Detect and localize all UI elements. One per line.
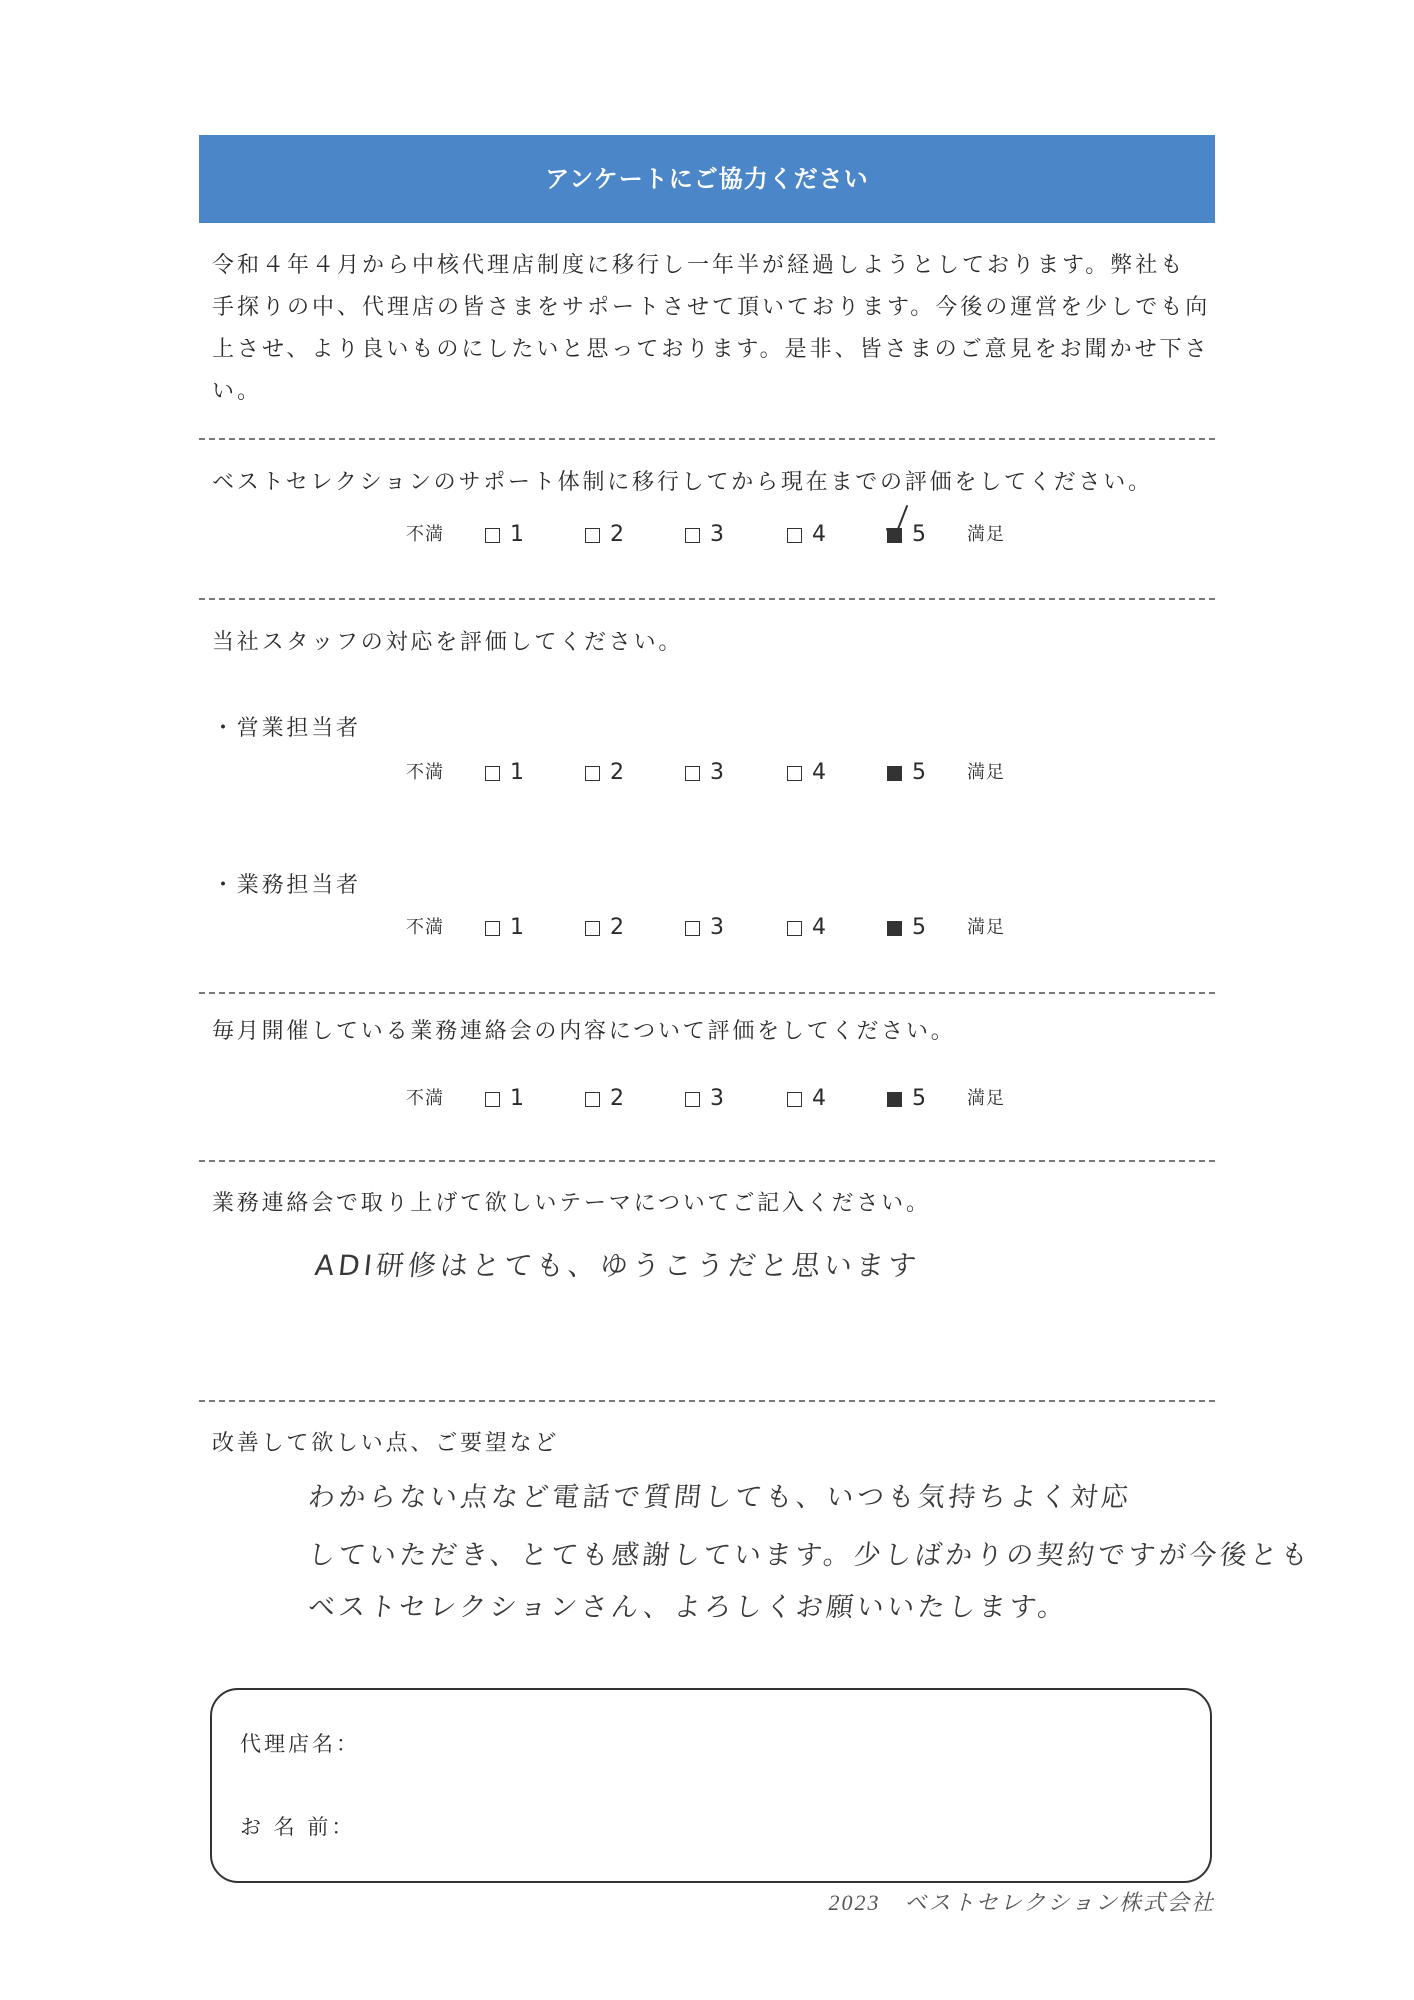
rating-option-4[interactable] [787,520,826,550]
rating-option-2[interactable] [585,520,624,550]
question-4-handwritten-answer[interactable]: ADI研修はとても、ゆうこうだと思います [313,1249,922,1282]
rating-option-2[interactable] [585,1084,624,1114]
checkbox[interactable] [685,528,700,543]
checkbox[interactable] [787,921,802,936]
rating-option-5[interactable] [887,1084,926,1114]
checkbox[interactable] [585,528,600,543]
rating-option-5[interactable] [887,758,926,788]
option-number: 2 [610,760,624,785]
checkbox[interactable] [485,921,500,936]
scale-low-label: 不満 [406,917,444,938]
question-3-rating [0,1084,1414,1114]
rating-option-4[interactable] [787,1084,826,1114]
option-number: 4 [812,1086,826,1111]
scale-high-label: 満足 [967,762,1005,783]
intro-line: 上させ、より良いものにしたいと思っております。是非、皆さまのご意見をお聞かせ下さ [212,337,1210,362]
option-number: 1 [510,760,524,785]
footer-copyright: 2023 ベストセレクション株式会社 [828,1890,1215,1915]
question-5-handwritten-line[interactable]: していただき、とても感謝しています。少しばかりの契約ですが今後とも [306,1540,1313,1571]
option-number: 3 [710,760,724,785]
question-5-handwritten-line[interactable]: わからない点など電話で質問しても、いつも気持ちよく対応 [306,1482,1134,1513]
operations-staff-rating [0,913,1414,943]
contact-info-box [210,1688,1212,1883]
option-number: 5 [912,915,926,940]
option-number: 3 [710,522,724,547]
check-mark-icon [884,505,912,547]
checkbox[interactable] [485,766,500,781]
checkbox[interactable] [585,921,600,936]
rating-option-1[interactable] [485,520,524,550]
checkbox[interactable] [685,766,700,781]
section-divider [199,1400,1215,1402]
rating-option-1[interactable] [485,758,524,788]
section-divider [199,992,1215,994]
checkbox[interactable] [485,1092,500,1107]
rating-option-3[interactable] [685,758,724,788]
checkbox[interactable] [787,528,802,543]
option-number: 5 [912,1086,926,1111]
option-number: 1 [510,522,524,547]
scale-high-label: 満足 [967,917,1005,938]
survey-title: アンケートにご協力ください [199,135,1215,223]
operations-staff-label: ・業務担当者 [212,873,361,898]
rating-option-5[interactable] [887,520,926,550]
question-1-text: ベストセレクションのサポート体制に移行してから現在までの評価をしてください。 [212,470,1153,495]
rating-option-1[interactable] [485,1084,524,1114]
sales-staff-label: ・営業担当者 [212,716,361,741]
option-number: 3 [710,915,724,940]
rating-option-1[interactable] [485,913,524,943]
checkbox[interactable] [787,766,802,781]
rating-option-4[interactable] [787,758,826,788]
option-number: 4 [812,760,826,785]
option-number: 4 [812,522,826,547]
section-divider [199,438,1215,440]
checkbox[interactable] [685,1092,700,1107]
sales-staff-rating [0,758,1414,788]
scale-low-label: 不満 [406,1088,444,1109]
scale-low-label: 不満 [406,762,444,783]
option-number: 4 [812,915,826,940]
rating-option-3[interactable] [685,913,724,943]
checkbox[interactable] [685,921,700,936]
checkbox-checked[interactable] [887,921,902,936]
section-divider [199,598,1215,600]
intro-line: 令和４年４月から中核代理店制度に移行し一年半が経過しようとしております。弊社も [212,253,1186,278]
scale-high-label: 満足 [967,1088,1005,1109]
option-number: 1 [510,915,524,940]
checkbox[interactable] [787,1092,802,1107]
option-number: 2 [610,915,624,940]
question-2-text: 当社スタッフの対応を評価してください。 [212,630,684,655]
rating-option-3[interactable] [685,520,724,550]
section-divider [199,1160,1215,1162]
question-4-text: 業務連絡会で取り上げて欲しいテーマについてご記入ください。 [212,1191,931,1216]
question-3-text: 毎月開催している業務連絡会の内容について評価をしてください。 [212,1019,956,1044]
option-number: 3 [710,1086,724,1111]
intro-paragraph [212,245,1210,413]
option-number: 5 [912,522,926,547]
checkbox-checked[interactable] [887,766,902,781]
scale-high-label: 満足 [967,524,1005,545]
option-number: 5 [912,760,926,785]
intro-line: い。 [212,379,263,404]
rating-option-4[interactable] [787,913,826,943]
person-name-label: お 名 前： [240,1815,356,1839]
checkbox[interactable] [585,1092,600,1107]
option-number: 2 [610,522,624,547]
question-5-handwritten-line[interactable]: ベストセレクションさん、よろしくお願いいたします。 [306,1592,1070,1623]
checkbox[interactable] [585,766,600,781]
question-5-text: 改善して欲しい点、ご要望など [212,1431,560,1456]
checkbox-checked[interactable] [887,1092,902,1107]
agency-name-label: 代理店名： [240,1732,360,1756]
rating-option-2[interactable] [585,913,624,943]
intro-line: 手探りの中、代理店の皆さまをサポートさせて頂いております。今後の運営を少しでも向 [212,295,1211,320]
rating-option-3[interactable] [685,1084,724,1114]
checkbox[interactable] [485,528,500,543]
option-number: 1 [510,1086,524,1111]
option-number: 2 [610,1086,624,1111]
question-1-rating [0,520,1414,550]
scale-low-label: 不満 [406,524,444,545]
rating-option-5[interactable] [887,913,926,943]
rating-option-2[interactable] [585,758,624,788]
